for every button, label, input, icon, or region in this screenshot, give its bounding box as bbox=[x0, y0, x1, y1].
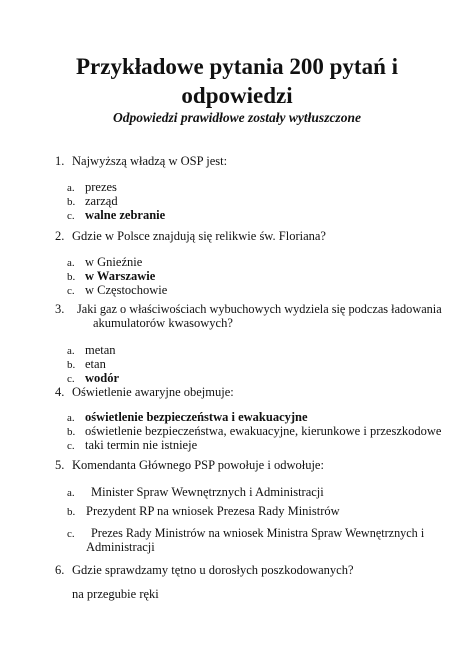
page-title bbox=[40, 52, 434, 110]
question-3-number: 3. bbox=[55, 302, 65, 316]
question-2-answer-c: w Częstochowie bbox=[85, 283, 168, 297]
question-4-answer-a-correct: oświetlenie bezpieczeństwa i ewakuacyjne bbox=[85, 410, 308, 424]
question-3-answer-c-correct: wodór bbox=[85, 371, 120, 385]
question-1-letter-b: b. bbox=[67, 196, 76, 208]
title-line-1: Przykładowe pytania 200 pytań i bbox=[75, 54, 399, 79]
question-2-answer-b-correct: w Warszawie bbox=[85, 269, 156, 283]
question-1-answer-a: prezes bbox=[85, 180, 117, 194]
question-5-letter-b: b. bbox=[67, 506, 76, 518]
question-1-answer-c-correct: walne zebranie bbox=[85, 208, 166, 222]
question-1-number: 1. bbox=[55, 154, 65, 168]
question-3-letter-a: a. bbox=[67, 345, 75, 357]
question-2-letter-a: a. bbox=[67, 257, 75, 269]
question-6-answer: na przegubie ręki bbox=[72, 587, 159, 601]
question-6-text: Gdzie sprawdzamy tętno u dorosłych poszkodowanych? bbox=[72, 563, 354, 577]
question-5-answer-a: Minister Spraw Wewnętrznych i Administracji bbox=[91, 485, 324, 499]
question-1-answer-b: zarząd bbox=[85, 194, 118, 208]
question-5-answer-b: Prezydent RP na wniosek Prezesa Rady Ministrów bbox=[86, 504, 340, 518]
question-4-letter-a: a. bbox=[67, 412, 75, 424]
question-6-number: 6. bbox=[55, 563, 65, 577]
question-3-text-line-2: akumulatorów kwasowych? bbox=[93, 316, 233, 330]
question-4-answer-c: taki termin nie istnieje bbox=[85, 438, 198, 452]
question-5-letter-c: c. bbox=[67, 528, 75, 540]
question-1-letter-a: a. bbox=[67, 182, 75, 194]
question-4-answer-b: oświetlenie bezpieczeństwa, ewakuacyjne, kierunkowe i przeszkodowe bbox=[85, 424, 442, 438]
question-5-text: Komendanta Głównego PSP powołuje i odwołuje: bbox=[72, 458, 324, 472]
question-5-number: 5. bbox=[55, 458, 65, 472]
question-2-text: Gdzie w Polsce znajdują się relikwie św. Floriana? bbox=[72, 229, 326, 243]
question-3-letter-b: b. bbox=[67, 359, 76, 371]
question-2-letter-b: b. bbox=[67, 271, 76, 283]
question-3-letter-c: c. bbox=[67, 373, 75, 385]
question-4-letter-c: c. bbox=[67, 440, 75, 452]
question-5-answer-c-line-1: Prezes Rady Ministrów na wniosek Ministra Spraw Wewnętrznych i bbox=[91, 526, 425, 540]
question-3-answer-b: etan bbox=[85, 357, 106, 371]
question-1-letter-c: c. bbox=[67, 210, 75, 222]
question-4-text: Oświetlenie awaryjne obejmuje: bbox=[72, 385, 234, 399]
question-3-answer-a: metan bbox=[85, 343, 116, 357]
question-2-letter-c: c. bbox=[67, 285, 75, 297]
question-5-answer-c-line-2: Administracji bbox=[86, 540, 155, 554]
question-2-answer-a: w Gnieźnie bbox=[85, 255, 143, 269]
question-3-text-line-1: Jaki gaz o właściwościach wybuchowych wydziela się podczas ładowania bbox=[77, 302, 442, 316]
title-line-2: odpowiedzi bbox=[181, 83, 293, 108]
question-4-number: 4. bbox=[55, 385, 65, 399]
question-5-letter-a: a. bbox=[67, 487, 75, 499]
question-2-number: 2. bbox=[55, 229, 65, 243]
question-1-text: Najwyższą władzą w OSP jest: bbox=[72, 154, 228, 168]
question-4-letter-b: b. bbox=[67, 426, 76, 438]
page-subtitle: Odpowiedzi prawidłowe zostały wytłuszczone bbox=[113, 110, 361, 125]
